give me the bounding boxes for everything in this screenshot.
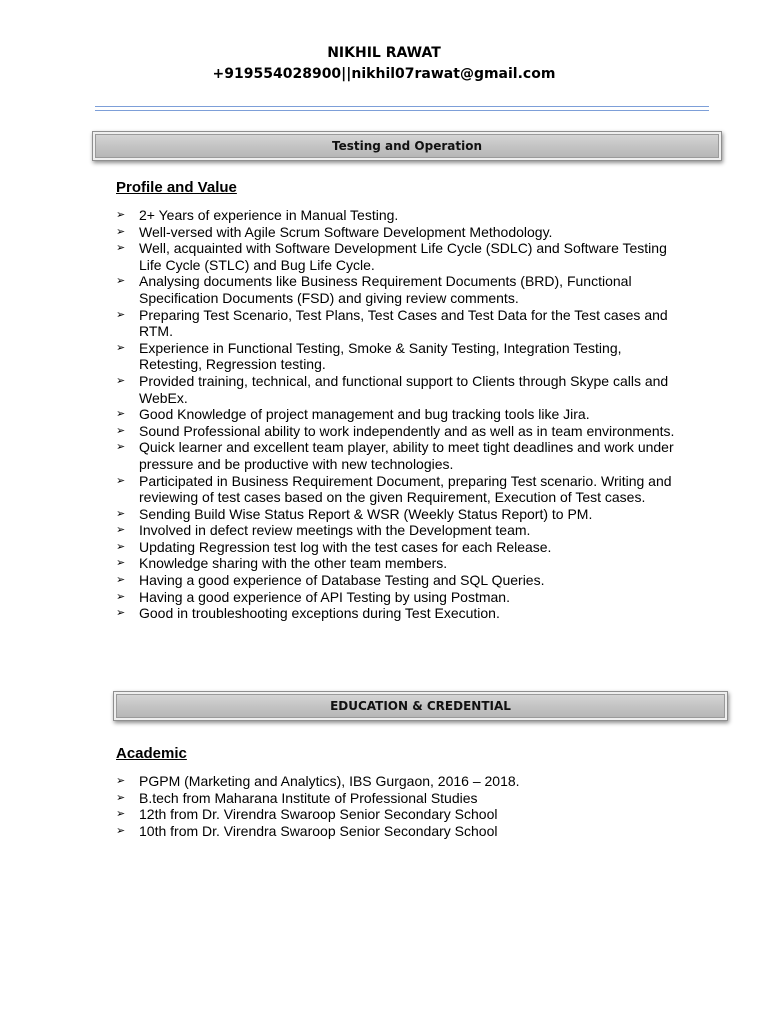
list-item: ➢ 2+ Years of experience in Manual Testing. bbox=[116, 207, 399, 223]
list-item: ➢ Having a good experience of Database Testing and SQL Queries. bbox=[116, 572, 545, 589]
arrow-bullet-icon: ➢ bbox=[116, 224, 126, 238]
list-item: ➢ Well, acquainted with Software Development Life Cycle (SDLC) and Software Testing Life Cycle (STLC) and Bug Life Cycle. bbox=[116, 240, 667, 273]
profile-bullet-list bbox=[116, 207, 676, 622]
list-item: ➢ Experience in Functional Testing, Smoke & Sanity Testing, Integration Testing, Retesting, Regression testing. bbox=[116, 339, 622, 373]
header-divider bbox=[95, 106, 709, 113]
arrow-bullet-icon: ➢ bbox=[116, 807, 126, 821]
list-item: ➢ Involved in defect review meetings with the Development team. bbox=[116, 522, 531, 539]
subheading-academic: Academic bbox=[116, 745, 187, 762]
arrow-bullet-icon: ➢ bbox=[116, 573, 126, 587]
arrow-bullet-icon: ➢ bbox=[116, 274, 126, 288]
arrow-bullet-icon: ➢ bbox=[116, 523, 126, 537]
contact-info: +919554028900||nikhil07rawat@gmail.com bbox=[212, 66, 556, 82]
list-item: ➢ B.tech from Maharana Institute of Professional Studies bbox=[116, 789, 478, 806]
list-item: ➢ Participated in Business Requirement Document, preparing Test scenario. Writing and reviewing of test cases based on the given Requirement, Execution of Test cases. bbox=[116, 472, 672, 506]
arrow-bullet-icon: ➢ bbox=[116, 606, 126, 620]
list-item: ➢ Sending Build Wise Status Report & WSR (Weekly Status Report) to PM. bbox=[116, 505, 593, 522]
arrow-bullet-icon: ➢ bbox=[116, 823, 126, 837]
section-title-education: EDUCATION & CREDENTIAL bbox=[330, 699, 511, 713]
list-item: ➢ Analysing documents like Business Requirement Documents (BRD), Functional Specification Documents (FSD) and giving review comments. bbox=[116, 273, 632, 306]
list-item: ➢ Updating Regression test log with the test cases for each Release. bbox=[116, 538, 552, 555]
arrow-bullet-icon: ➢ bbox=[116, 440, 126, 454]
list-item: ➢ Quick learner and excellent team player, ability to meet tight deadlines and work under pressure and be productive with new technologies. bbox=[116, 439, 674, 472]
arrow-bullet-icon: ➢ bbox=[116, 208, 126, 221]
arrow-bullet-icon: ➢ bbox=[116, 473, 126, 487]
list-item: ➢ Provided training, technical, and functional support to Clients through Skype calls and WebEx. bbox=[116, 372, 669, 406]
arrow-bullet-icon: ➢ bbox=[116, 407, 126, 421]
section-title-testing: Testing and Operation bbox=[331, 139, 483, 153]
arrow-bullet-icon: ➢ bbox=[116, 373, 126, 387]
arrow-bullet-icon: ➢ bbox=[116, 774, 126, 787]
list-item: ➢ Good in troubleshooting exceptions during Test Execution. bbox=[116, 605, 500, 622]
arrow-bullet-icon: ➢ bbox=[116, 790, 126, 804]
arrow-bullet-icon: ➢ bbox=[116, 589, 126, 603]
arrow-bullet-icon: ➢ bbox=[116, 241, 126, 255]
list-item: ➢ Having a good experience of API Testing by using Postman. bbox=[116, 588, 510, 605]
section-bar-testing bbox=[92, 131, 722, 161]
subheading-profile: Profile and Value bbox=[116, 179, 237, 196]
arrow-bullet-icon: ➢ bbox=[116, 506, 126, 520]
arrow-bullet-icon: ➢ bbox=[116, 340, 126, 354]
section-bar-education bbox=[113, 691, 728, 721]
candidate-name: NIKHIL RAWAT bbox=[327, 45, 441, 61]
list-item: ➢ Well-versed with Agile Scrum Software Development Methodology. bbox=[116, 223, 553, 240]
list-item: ➢ 10th from Dr. Virendra Swaroop Senior Secondary School bbox=[116, 822, 498, 839]
list-item: ➢ Preparing Test Scenario, Test Plans, Test Cases and Test Data for the Test cases and RTM. bbox=[116, 306, 668, 340]
list-item: ➢ Sound Professional ability to work independently and as well as in team environments. bbox=[116, 422, 675, 439]
resume-header bbox=[0, 43, 768, 85]
list-item: ➢ Good Knowledge of project management and bug tracking tools like Jira. bbox=[116, 406, 590, 423]
arrow-bullet-icon: ➢ bbox=[116, 556, 126, 570]
arrow-bullet-icon: ➢ bbox=[116, 539, 126, 553]
list-item: ➢ Knowledge sharing with the other team members. bbox=[116, 555, 448, 572]
academic-bullet-list bbox=[116, 773, 676, 839]
arrow-bullet-icon: ➢ bbox=[116, 307, 126, 321]
list-item: ➢ 12th from Dr. Virendra Swaroop Senior Secondary School bbox=[116, 806, 498, 823]
arrow-bullet-icon: ➢ bbox=[116, 423, 126, 437]
list-item: ➢ PGPM (Marketing and Analytics), IBS Gurgaon, 2016 – 2018. bbox=[116, 773, 520, 789]
